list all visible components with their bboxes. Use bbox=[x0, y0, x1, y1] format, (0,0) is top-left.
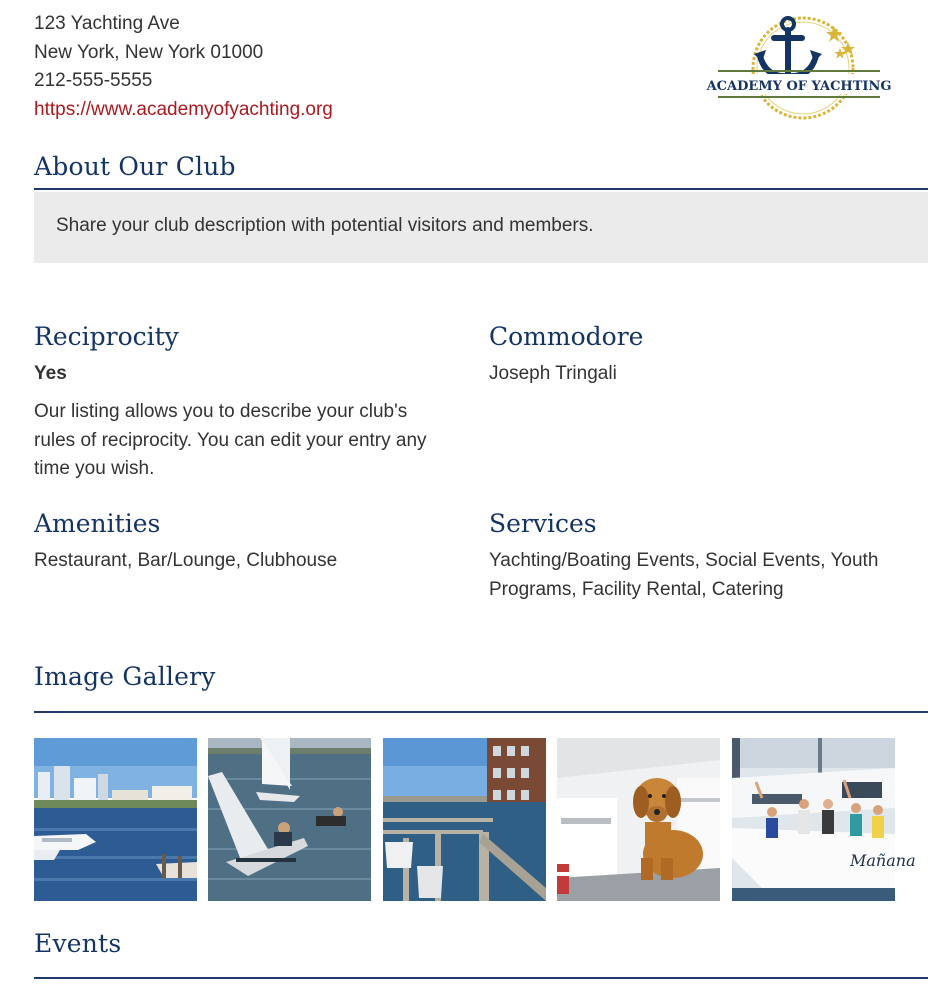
logo-wordmark: ACADEMY OF YACHTING bbox=[706, 79, 892, 94]
street-address: 123 Yachting Ave bbox=[34, 13, 180, 34]
amenities-heading: Amenities bbox=[34, 509, 161, 538]
reciprocity-value: Yes bbox=[34, 363, 67, 384]
club-logo bbox=[706, 8, 892, 126]
commodore-name: Joseph Tringali bbox=[489, 363, 617, 384]
gallery-thumb-marina[interactable] bbox=[383, 738, 546, 901]
commodore-heading: Commodore bbox=[489, 322, 644, 351]
image-gallery bbox=[34, 738, 928, 901]
marina-docks-photo bbox=[383, 738, 546, 901]
sailing-dinghy-photo bbox=[208, 738, 371, 901]
reciprocity-line: rules of reciprocity. You can edit your entry any bbox=[34, 429, 427, 451]
services-line: Yachting/Boating Events, Social Events, Youth bbox=[489, 550, 879, 571]
amenities-list: Restaurant, Bar/Lounge, Clubhouse bbox=[34, 550, 338, 571]
reciprocity-heading: Reciprocity bbox=[34, 322, 179, 351]
about-description: Share your club description with potential visitors and members. bbox=[56, 215, 594, 236]
services-list bbox=[489, 547, 929, 604]
events-divider bbox=[34, 977, 928, 979]
gallery-thumb-dog[interactable] bbox=[557, 738, 720, 901]
gallery-divider bbox=[34, 711, 928, 713]
website-link[interactable]: https://www.academyofyachting.org bbox=[34, 98, 333, 120]
reciprocity-description bbox=[34, 398, 474, 484]
svg-text:Mañana: Mañana bbox=[850, 851, 916, 870]
contact-info bbox=[34, 10, 333, 124]
about-description-box bbox=[34, 192, 928, 263]
services-heading: Services bbox=[489, 509, 597, 538]
people-on-yacht-photo bbox=[732, 738, 916, 901]
gallery-thumb-sailing[interactable] bbox=[208, 738, 371, 901]
academy-of-yachting-logo bbox=[706, 8, 892, 126]
gallery-heading: Image Gallery bbox=[34, 662, 216, 691]
about-divider bbox=[34, 188, 928, 190]
gallery-thumb-harbor[interactable] bbox=[34, 738, 197, 901]
gallery-thumb-yacht[interactable] bbox=[732, 738, 916, 901]
city-state-zip: New York, New York 01000 bbox=[34, 41, 264, 63]
phone-number[interactable]: 212-555-5555 bbox=[34, 70, 153, 91]
reciprocity-line: Our listing allows you to describe your club's bbox=[34, 401, 408, 422]
reciprocity-line: time you wish. bbox=[34, 458, 155, 479]
events-heading: Events bbox=[34, 929, 122, 958]
club-profile bbox=[34, 0, 928, 1001]
services-line: Programs, Facility Rental, Catering bbox=[489, 578, 784, 600]
dog-on-boat-photo bbox=[557, 738, 720, 901]
about-heading: About Our Club bbox=[34, 152, 236, 181]
harbor-skyline-photo bbox=[34, 738, 197, 901]
